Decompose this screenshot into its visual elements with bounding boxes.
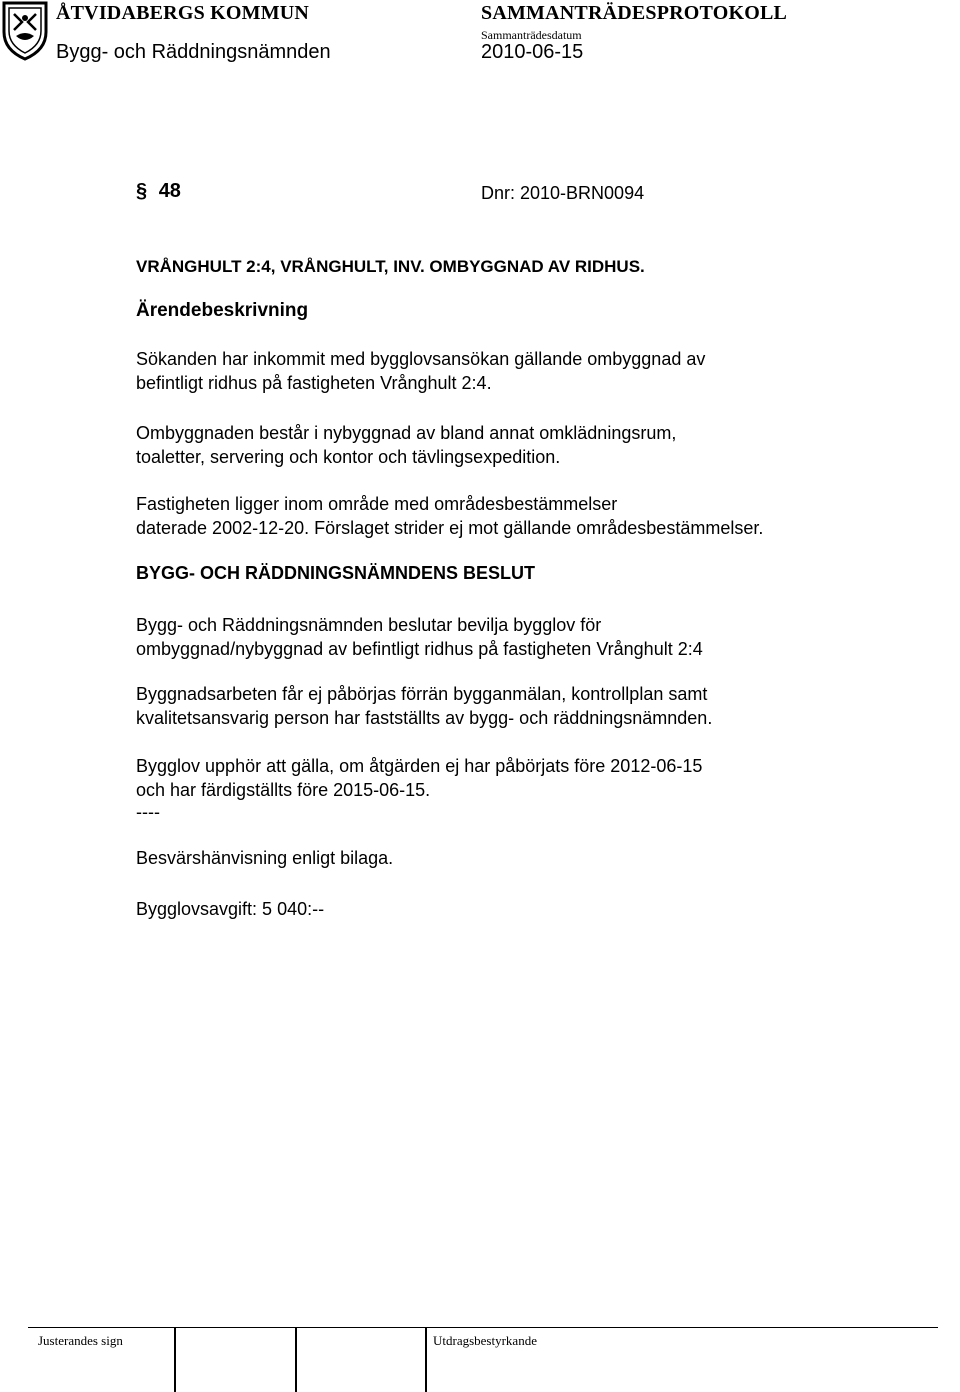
section-number: 48 <box>158 180 181 202</box>
extract-label: Utdragsbestyrkande <box>433 1333 537 1348</box>
paragraph-line: och har färdigställts före 2015-06-15. <box>136 780 431 800</box>
section-marker <box>136 180 181 203</box>
paragraph-line: Fastigheten ligger inom område med områdesbestämmelser <box>136 494 618 514</box>
paragraph-line: Bygglov upphör att gälla, om åtgärden ej har påbörjats före 2012-06-15 <box>136 756 703 776</box>
paragraph-line: kvalitetsansvarig person har fastställts av bygg- och räddningsnämnden. <box>136 708 713 728</box>
signature-box-divider <box>295 1328 297 1392</box>
paragraph-line: Sökanden har inkommit med bygglovsansökan gällande ombyggnad av <box>136 349 706 369</box>
permit-fee: Bygglovsavgift: 5 040:-- <box>136 899 325 919</box>
paragraph-line: Bygg- och Räddningsnämnden beslutar bevilja bygglov för <box>136 615 602 635</box>
paragraph-line: Ombyggnaden består i nybyggnad av bland annat omklädningsrum, <box>136 423 677 443</box>
date-caption: Sammanträdesdatum <box>481 28 582 42</box>
paragraph-line: befintligt ridhus på fastigheten Vrånghult 2:4. <box>136 373 492 393</box>
case-number: Dnr: 2010-BRN0094 <box>481 183 645 203</box>
committee-name: Bygg- och Räddningsnämnden <box>56 41 331 63</box>
decision-paragraph <box>136 754 702 802</box>
decision-paragraph <box>136 613 703 661</box>
signature-label: Justerandes sign <box>38 1333 123 1348</box>
description-paragraph <box>136 492 763 540</box>
footer-divider <box>28 1327 938 1328</box>
description-paragraph <box>136 347 705 395</box>
separator-dashes: ---- <box>136 802 160 822</box>
meeting-date: 2010-06-15 <box>481 41 584 63</box>
paragraph-line: ombyggnad/nybyggnad av befintligt ridhus på fastigheten Vrånghult 2:4 <box>136 639 703 659</box>
section-symbol: § <box>136 180 148 202</box>
case-title: VRÅNGHULT 2:4, VRÅNGHULT, INV. OMBYGGNAD AV RIDHUS. <box>136 257 645 276</box>
appeal-note: Besvärshänvisning enligt bilaga. <box>136 848 394 868</box>
signature-box-divider <box>425 1328 427 1392</box>
document-type: SAMMANTRÄDESPROTOKOLL <box>481 2 788 24</box>
paragraph-line: toaletter, servering och kontor och tävlingsexpedition. <box>136 447 561 467</box>
description-paragraph <box>136 421 676 469</box>
decision-heading: BYGG- OCH RÄDDNINGSNÄMNDENS BESLUT <box>136 563 536 583</box>
description-heading: Ärendebeskrivning <box>136 300 309 321</box>
signature-box-divider <box>174 1328 176 1392</box>
municipality-name: ÅTVIDABERGS KOMMUN <box>56 2 310 24</box>
decision-paragraph <box>136 682 712 730</box>
paragraph-line: Byggnadsarbeten får ej påbörjas förrän bygganmälan, kontrollplan samt <box>136 684 708 704</box>
paragraph-line: daterade 2002-12-20. Förslaget strider ej mot gällande områdesbestämmelser. <box>136 518 764 538</box>
municipal-crest-icon <box>0 0 50 62</box>
